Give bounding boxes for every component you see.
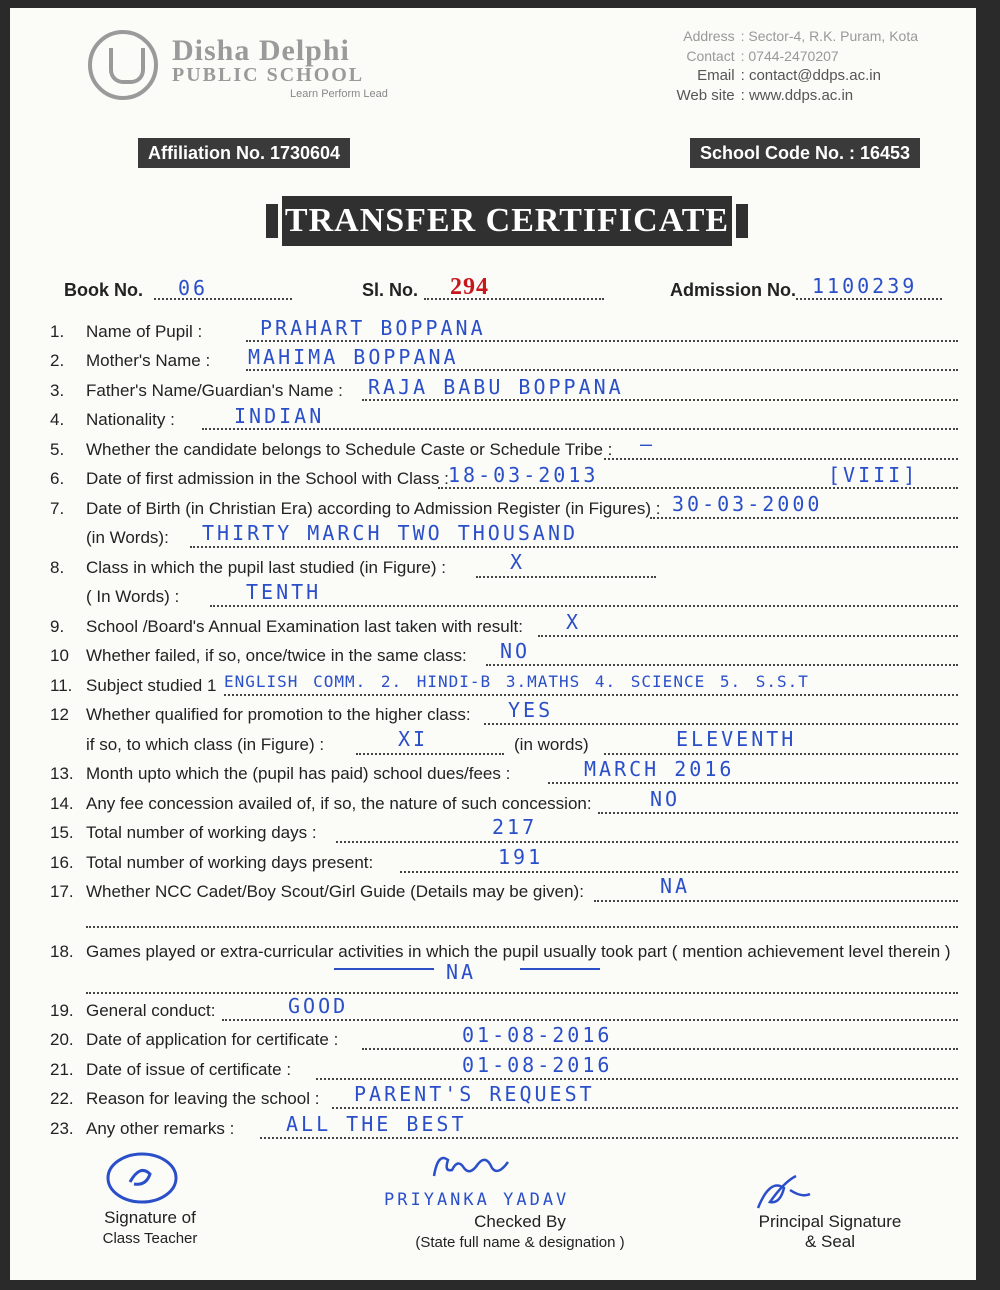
book-no-value: 06 <box>178 276 209 300</box>
item-line <box>476 576 656 578</box>
item-line <box>650 517 958 519</box>
item-line <box>224 694 958 696</box>
contact-row: Email : contact@ddps.ac.in <box>697 67 881 84</box>
admission-no-value: 1100239 <box>812 274 918 298</box>
item-line <box>246 369 958 371</box>
item-label: Reason for leaving the school : <box>86 1089 320 1108</box>
working-days-present: 191 <box>498 845 544 869</box>
item-number: 18. <box>50 942 74 961</box>
item-label: Date of issue of certificate : <box>86 1060 292 1079</box>
serial-no-value: 294 <box>450 274 489 300</box>
qualified-value: YES <box>508 698 554 722</box>
item-line <box>604 753 958 755</box>
book-no-line <box>154 298 292 300</box>
principal-signature-icon <box>750 1168 820 1218</box>
item-label: Whether failed, if so, once/twice in the same class: <box>86 646 467 665</box>
contact-row: Contact : 0744-2470207 <box>686 48 839 64</box>
father-name: RAJA BABU BOPPANA <box>368 375 624 399</box>
exam-result: X <box>566 610 582 634</box>
item-number: 1. <box>50 322 65 341</box>
school-name: Disha Delphi <box>172 34 350 67</box>
application-date: 01-08-2016 <box>462 1023 613 1047</box>
item-label: Father's Name/Guardian's Name : <box>86 381 343 400</box>
item-label: Date of first admission in the School with Class : <box>86 469 449 488</box>
item-line <box>362 399 958 401</box>
school-tagline: Learn Perform Lead <box>290 88 388 100</box>
item-line <box>222 1019 958 1021</box>
item-number: 21. <box>50 1060 74 1079</box>
item-line <box>604 458 958 460</box>
item-line <box>86 992 958 994</box>
item-label: Whether the candidate belongs to Schedule Caste or Schedule Tribe : <box>86 440 613 459</box>
item-line <box>202 428 958 430</box>
item-number: 7. <box>50 499 65 518</box>
checked-by-label: Checked By (State full name & designation ) <box>415 1212 625 1251</box>
item-line <box>246 340 958 342</box>
item-label: Whether qualified for promotion to the higher class: <box>86 705 471 724</box>
item-label: Any fee concession availed of, if so, the nature of such concession: <box>86 794 592 813</box>
ncc-value: NA <box>660 874 691 898</box>
item-label: Date of Birth (in Christian Era) according to Admission Register (in Figures) : <box>86 499 661 518</box>
item-line <box>86 926 958 928</box>
checked-by-name: PRIYANKA YADAV <box>384 1190 570 1210</box>
item-number: 4. <box>50 410 65 429</box>
item-line <box>594 900 958 902</box>
item-label: (in Words): <box>86 528 169 547</box>
item-label: Total number of working days : <box>86 823 317 842</box>
item-number: 9. <box>50 617 65 636</box>
general-conduct: GOOD <box>288 994 349 1018</box>
item-line <box>548 782 958 784</box>
school-logo-icon <box>88 30 158 100</box>
item-label: Name of Pupil : <box>86 322 203 341</box>
item-label: School /Board's Annual Examination last taken with result: <box>86 617 523 636</box>
mother-name: MAHIMA BOPPANA <box>248 345 459 369</box>
item-line <box>356 753 504 755</box>
item-number: 5. <box>50 440 65 459</box>
principal-signature-label: Principal Signature & Seal <box>758 1212 902 1251</box>
item-number: 14. <box>50 794 74 813</box>
item-line <box>400 871 958 873</box>
item-label: ( In Words) : <box>86 587 180 606</box>
item-line <box>210 605 958 607</box>
item-label: Class in which the pupil last studied (in Figure) : <box>86 558 446 577</box>
fee-concession: NO <box>650 787 681 811</box>
item-line <box>598 812 958 814</box>
affiliation-label: Affiliation No. 1730604 <box>138 138 350 168</box>
item-label: Nationality : <box>86 410 175 429</box>
promotion-class-figure: XI <box>398 727 429 751</box>
item-number: 22. <box>50 1089 74 1108</box>
dues-paid-month: MARCH 2016 <box>584 757 735 781</box>
certificate-sheet <box>10 8 976 1280</box>
first-admission-date: 18-03-2013 <box>448 463 599 487</box>
item-number: 8. <box>50 558 65 577</box>
item-line <box>190 546 958 548</box>
item-number: 12 <box>50 705 69 724</box>
item-line <box>336 841 958 843</box>
serial-no-label: Sl. No. <box>362 280 419 300</box>
document-title: TRANSFER CERTIFICATE <box>282 196 732 246</box>
school-subtitle: PUBLIC SCHOOL <box>172 64 365 86</box>
item-line <box>486 664 958 666</box>
dob-words: THIRTY MARCH TWO THOUSAND <box>202 521 579 545</box>
item-number: 10 <box>50 646 69 665</box>
nationality: INDIAN <box>234 404 325 428</box>
item-number: 20. <box>50 1030 74 1049</box>
item-number: 17. <box>50 882 74 901</box>
item-label: Games played or extra-curricular activities in which the pupil usually took part ( mention achievement level therein ) <box>86 942 951 961</box>
admission-no-label: Admission No. <box>670 280 797 300</box>
item-label: (in words) <box>514 735 589 754</box>
item-number: 16. <box>50 853 74 872</box>
dash-stroke <box>334 968 434 970</box>
leaving-reason: PARENT'S REQUEST <box>354 1082 595 1106</box>
dob-figures: 30-03-2000 <box>672 492 823 516</box>
other-remarks: ALL THE BEST <box>286 1112 467 1136</box>
caste-value: — <box>640 432 656 456</box>
item-line <box>484 723 958 725</box>
item-label: General conduct: <box>86 1001 216 1020</box>
last-class-words: TENTH <box>246 580 322 604</box>
promotion-class-words: ELEVENTH <box>676 727 797 751</box>
class-teacher-signature-label: Signature of Class Teacher <box>102 1208 198 1247</box>
item-label: Subject studied 1 <box>86 676 217 695</box>
issue-date: 01-08-2016 <box>462 1053 613 1077</box>
item-label: Any other remarks : <box>86 1119 235 1138</box>
book-no-label: Book No. <box>64 280 143 300</box>
item-number: 2. <box>50 351 65 370</box>
item-number: 6. <box>50 469 65 488</box>
item-number: 19. <box>50 1001 74 1020</box>
item-label: if so, to which class (in Figure) : <box>86 735 325 754</box>
item-number: 13. <box>50 764 74 783</box>
item-label: Mother's Name : <box>86 351 211 370</box>
item-line <box>438 487 958 489</box>
item-number: 11. <box>50 676 73 695</box>
class-teacher-signature-icon <box>100 1148 190 1208</box>
pupil-name: PRAHART BOPPANA <box>260 316 486 340</box>
item-line <box>260 1137 958 1139</box>
admission-no-line <box>796 298 942 300</box>
contact-row: Web site : www.ddps.ac.in <box>676 87 854 104</box>
first-admission-class: [VIII] <box>828 463 919 487</box>
item-line <box>362 1048 958 1050</box>
last-class-figure: X <box>510 550 526 574</box>
item-label: Month upto which the (pupil has paid) school dues/fees : <box>86 764 511 783</box>
item-label: Total number of working days present: <box>86 853 374 872</box>
item-line <box>332 1107 958 1109</box>
item-line <box>316 1078 958 1080</box>
working-days: 217 <box>492 815 538 839</box>
contact-row: Address : Sector-4, R.K. Puram, Kota <box>683 28 918 44</box>
failed-value: NO <box>500 639 531 663</box>
item-number: 3. <box>50 381 65 400</box>
dash-stroke <box>520 968 600 970</box>
school-code-label: School Code No. : 16453 <box>690 138 920 168</box>
item-label: Date of application for certificate : <box>86 1030 339 1049</box>
activities-value: NA <box>446 960 477 984</box>
subjects-studied: ENGLISH COMM. 2. HINDI-B 3.MATHS 4. SCIENCE 5. S.S.T <box>224 672 809 691</box>
item-number: 23. <box>50 1119 74 1138</box>
contact-block <box>655 26 918 106</box>
checked-by-signature-icon <box>428 1146 548 1186</box>
item-number: 15. <box>50 823 74 842</box>
item-line <box>538 635 958 637</box>
item-label: Whether NCC Cadet/Boy Scout/Girl Guide (Details may be given): <box>86 882 584 901</box>
